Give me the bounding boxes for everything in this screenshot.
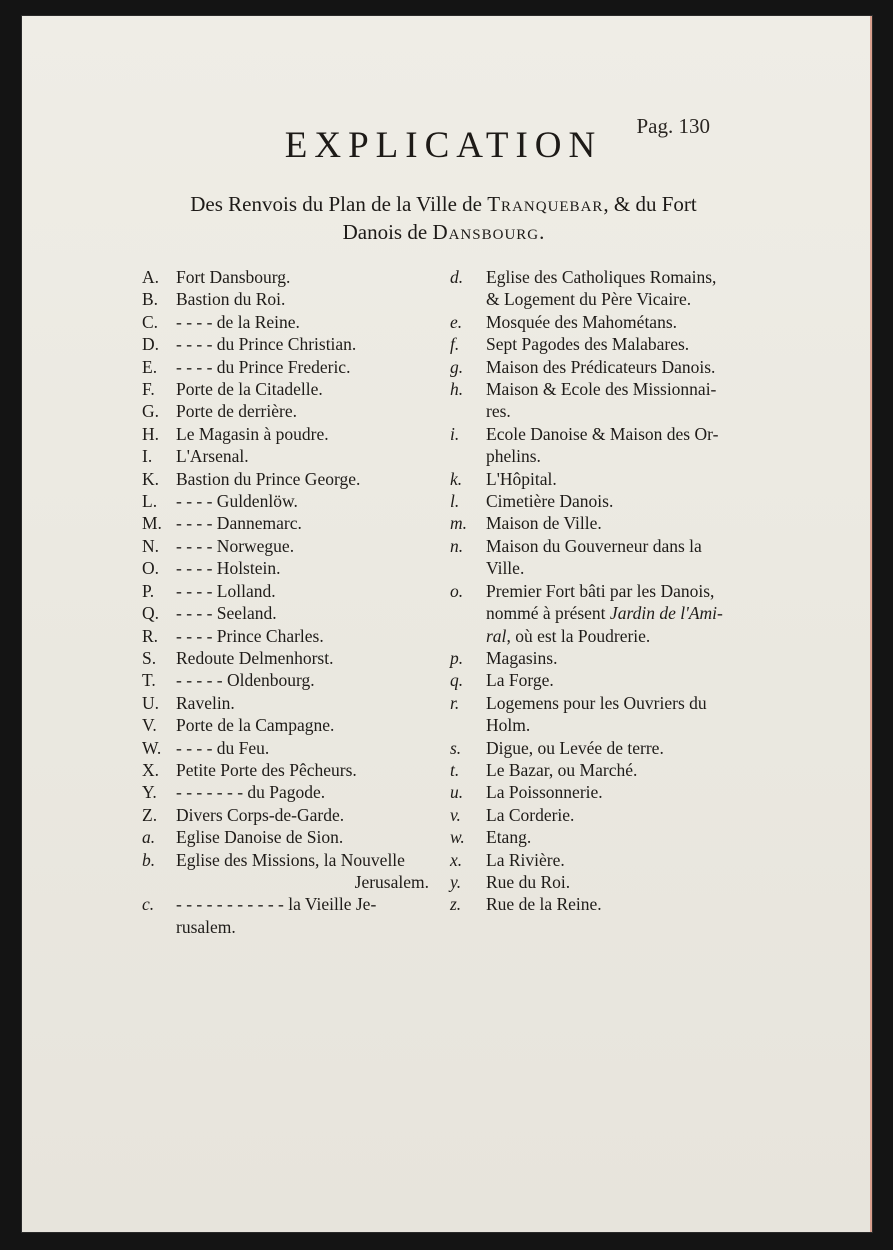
legend-key: A. xyxy=(142,267,160,287)
legend-text: La Forge. xyxy=(486,670,554,691)
legend-entry xyxy=(450,580,755,602)
subtitle-line-1 xyxy=(22,190,865,218)
legend-text-continued: Ville. xyxy=(486,558,525,579)
legend-text: Maison du Gouverneur dans la xyxy=(486,535,702,556)
legend-key: S. xyxy=(142,647,157,668)
subtitle-text: , & du Fort xyxy=(603,192,697,216)
legend-entry xyxy=(142,804,437,826)
legend-key: s. xyxy=(450,737,462,758)
legend-key: t. xyxy=(450,759,460,780)
legend-key: R. xyxy=(142,625,159,646)
legend-text: L'Hôpital. xyxy=(486,468,557,489)
legend-key: C. xyxy=(142,311,159,332)
legend-entry xyxy=(142,423,437,445)
legend-entry xyxy=(450,781,755,803)
legend-text: - - - - - - - du Pagode. xyxy=(176,782,326,803)
legend-entry xyxy=(142,759,437,781)
legend-entry xyxy=(142,737,437,759)
legend-key: E. xyxy=(142,356,158,377)
legend-key: Y. xyxy=(142,782,157,803)
legend-text-continued: Jerusalem. xyxy=(354,871,429,892)
legend-entry xyxy=(142,625,437,647)
legend-key: m. xyxy=(450,513,468,534)
legend-text: Porte de la Citadelle. xyxy=(176,379,323,400)
legend-entry xyxy=(142,602,437,624)
legend-entry xyxy=(450,266,755,288)
legend-text: - - - - Lolland. xyxy=(176,580,276,601)
legend-entry xyxy=(142,288,437,310)
page-subtitle xyxy=(22,190,865,246)
legend-entry xyxy=(142,378,437,400)
legend-key: D. xyxy=(142,334,160,355)
legend-entry xyxy=(142,266,437,288)
legend-text: Maison de Ville. xyxy=(486,513,602,534)
legend-entry xyxy=(450,311,755,333)
legend-text-continued: & Logement du Père Vicaire. xyxy=(486,289,692,310)
legend-entry xyxy=(450,692,755,714)
legend-text: Magasins. xyxy=(486,647,558,668)
legend-text: - - - - du Feu. xyxy=(176,737,270,758)
subtitle-line-2 xyxy=(22,218,865,246)
legend-text: - - - - - - - - - - - la Vieille Je- xyxy=(176,894,377,915)
legend-text: Le Bazar, ou Marché. xyxy=(486,759,638,780)
legend-text: Fort Dansbourg. xyxy=(176,267,291,287)
legend-text: Etang. xyxy=(486,827,532,848)
legend-key: T. xyxy=(142,670,156,691)
legend-key: y. xyxy=(450,871,462,892)
legend-text-part: , où est la Poudrerie. xyxy=(506,625,651,646)
legend-entry xyxy=(450,535,755,557)
legend-text: La Poissonnerie. xyxy=(486,782,603,803)
legend-key: h. xyxy=(450,379,464,400)
legend-key: g. xyxy=(450,356,464,377)
legend-entry xyxy=(142,400,437,422)
legend-key: d. xyxy=(450,267,464,287)
legend-key: Q. xyxy=(142,603,160,624)
legend-key: p. xyxy=(450,647,464,668)
document-page xyxy=(22,16,872,1232)
legend-entry xyxy=(142,356,437,378)
legend-entry xyxy=(450,826,755,848)
legend-key: l. xyxy=(450,491,460,512)
legend-key: V. xyxy=(142,715,157,736)
legend-text: Digue, ou Levée de terre. xyxy=(486,737,664,758)
legend-entry xyxy=(450,759,755,781)
legend-text-continued: res. xyxy=(486,401,511,422)
legend-text: Porte de derrière. xyxy=(176,401,297,422)
legend-entry xyxy=(450,849,755,871)
legend-entry xyxy=(142,714,437,736)
legend-text: Maison & Ecole des Missionnai- xyxy=(486,379,717,400)
legend-key: F. xyxy=(142,379,155,400)
legend-text-continued xyxy=(450,625,755,647)
legend-key: z. xyxy=(450,894,462,915)
legend-key: i. xyxy=(450,423,460,444)
legend-text-continued: phelins. xyxy=(486,446,541,467)
legend-text: - - - - Norwegue. xyxy=(176,535,295,556)
legend-key: O. xyxy=(142,558,160,579)
legend-entry xyxy=(142,692,437,714)
legend-key: K. xyxy=(142,468,160,489)
legend-key: u. xyxy=(450,782,464,803)
legend-entry xyxy=(450,490,755,512)
legend-entry xyxy=(142,849,437,871)
legend-key: n. xyxy=(450,535,464,556)
legend-column-left xyxy=(142,266,437,938)
legend-text: Eglise des Catholiques Romains, xyxy=(486,267,717,287)
legend-text: L'Arsenal. xyxy=(176,446,249,467)
legend-entry xyxy=(142,333,437,355)
legend-entry xyxy=(142,580,437,602)
legend-key: X. xyxy=(142,759,160,780)
legend-key: N. xyxy=(142,535,160,556)
legend-text: La Corderie. xyxy=(486,804,575,825)
legend-column-right xyxy=(450,266,755,916)
legend-entry xyxy=(142,893,437,915)
legend-entry xyxy=(450,512,755,534)
legend-entry xyxy=(142,557,437,579)
subtitle-fort: Dansbourg xyxy=(432,220,540,244)
legend-text: Divers Corps-de-Garde. xyxy=(176,804,345,825)
legend-text: Bastion du Roi. xyxy=(176,289,286,310)
legend-key: x. xyxy=(450,849,463,870)
legend-text: Eglise Danoise de Sion. xyxy=(176,827,344,848)
legend-key: b. xyxy=(142,849,156,870)
legend-text-part: nommé à présent xyxy=(486,603,610,624)
legend-entry xyxy=(450,871,755,893)
legend-key: q. xyxy=(450,670,464,691)
legend-entry xyxy=(142,445,437,467)
legend-text: - - - - Guldenlöw. xyxy=(176,491,298,512)
legend-entry xyxy=(450,647,755,669)
legend-text: Redoute Delmenhorst. xyxy=(176,647,334,668)
legend-key: v. xyxy=(450,804,461,825)
legend-entry xyxy=(142,490,437,512)
legend-text: Rue de la Reine. xyxy=(486,894,602,915)
legend-key: a. xyxy=(142,827,156,848)
legend-key: w. xyxy=(450,827,465,848)
legend-text: - - - - de la Reine. xyxy=(176,311,300,332)
legend-key: f. xyxy=(450,334,460,355)
subtitle-text: . xyxy=(539,220,545,244)
legend-key: c. xyxy=(142,894,155,915)
legend-key: P. xyxy=(142,580,155,601)
legend-text: Bastion du Prince George. xyxy=(176,468,361,489)
legend-text-italic: Jardin de l'Ami- xyxy=(609,603,723,624)
legend-key: B. xyxy=(142,289,159,310)
legend-text: Logemens pour les Ouvriers du xyxy=(486,692,707,713)
legend-key: M. xyxy=(142,513,162,534)
legend-text: - - - - Prince Charles. xyxy=(176,625,324,646)
legend-text: Ecole Danoise & Maison des Or- xyxy=(486,423,719,444)
legend-text: Porte de la Campagne. xyxy=(176,715,335,736)
legend-key: I. xyxy=(142,446,153,467)
legend-entry xyxy=(450,423,755,445)
legend-entry xyxy=(142,669,437,691)
legend-text-continued: Holm. xyxy=(486,715,531,736)
legend-text: - - - - Holstein. xyxy=(176,558,281,579)
legend-key: H. xyxy=(142,423,160,444)
legend-entry xyxy=(450,333,755,355)
legend-entry xyxy=(450,669,755,691)
legend-text: Premier Fort bâti par les Danois, xyxy=(486,580,715,601)
legend-entry xyxy=(142,781,437,803)
legend-text-continued: rusalem. xyxy=(176,916,236,937)
legend-entry xyxy=(142,647,437,669)
legend-entry xyxy=(450,804,755,826)
legend-entry xyxy=(450,356,755,378)
legend-text: - - - - du Prince Frederic. xyxy=(176,356,351,377)
legend-entry xyxy=(450,893,755,915)
legend-text: - - - - Dannemarc. xyxy=(176,513,302,534)
legend-key: o. xyxy=(450,580,464,601)
legend-text-italic: ral xyxy=(486,625,507,646)
legend-key: r. xyxy=(450,692,460,713)
legend-text: - - - - Seeland. xyxy=(176,603,277,624)
legend-entry xyxy=(142,535,437,557)
legend-entry xyxy=(142,826,437,848)
legend-entry xyxy=(450,378,755,400)
legend-text: - - - - du Prince Christian. xyxy=(176,334,357,355)
legend-text: Ravelin. xyxy=(176,692,235,713)
subtitle-text: Danois de xyxy=(342,220,433,244)
legend-entry xyxy=(142,468,437,490)
legend-text: La Rivière. xyxy=(486,849,565,870)
legend-text: - - - - - Oldenbourg. xyxy=(176,670,315,691)
legend-text: Sept Pagodes des Malabares. xyxy=(486,334,690,355)
legend-key: G. xyxy=(142,401,160,422)
legend-entry xyxy=(142,512,437,534)
legend-text: Petite Porte des Pêcheurs. xyxy=(176,759,357,780)
page-title: EXPLICATION xyxy=(284,125,603,166)
legend-key: Z. xyxy=(142,804,158,825)
legend-key: k. xyxy=(450,468,463,489)
legend-entry xyxy=(142,311,437,333)
legend-key: U. xyxy=(142,692,160,713)
legend-text: Maison des Prédicateurs Danois. xyxy=(486,356,716,377)
subtitle-city: Tranquebar xyxy=(487,192,604,216)
legend-text: Le Magasin à poudre. xyxy=(176,423,329,444)
page-number: Pag. 130 xyxy=(636,114,710,138)
subtitle-text: Des Renvois du Plan de la Ville de xyxy=(190,192,488,216)
legend-text: Mosquée des Mahométans. xyxy=(486,311,678,332)
legend-entry xyxy=(450,468,755,490)
legend-entry xyxy=(450,737,755,759)
legend-text: Rue du Roi. xyxy=(486,871,571,892)
legend-text: Cimetière Danois. xyxy=(486,491,614,512)
legend-key: e. xyxy=(450,311,463,332)
legend-key: W. xyxy=(142,737,162,758)
legend-key: L. xyxy=(142,491,158,512)
legend-text: Eglise des Missions, la Nouvelle xyxy=(176,849,405,870)
legend-text-continued xyxy=(450,602,755,624)
